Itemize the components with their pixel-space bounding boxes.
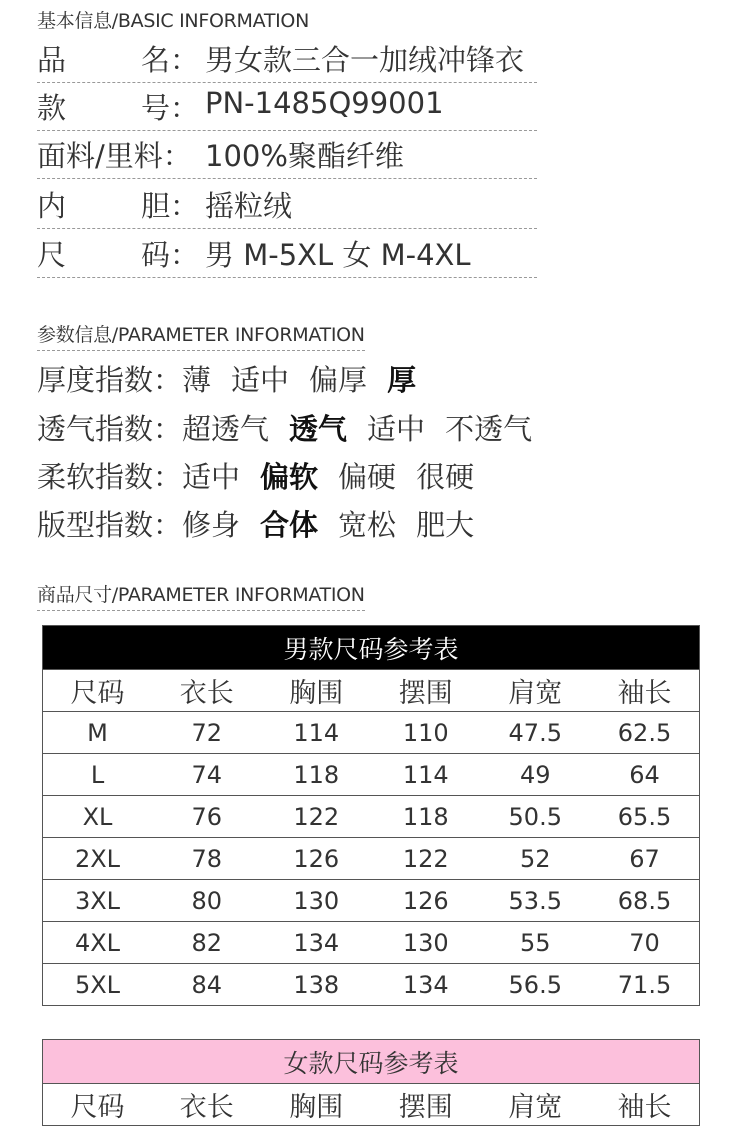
param-option: 薄 [182,363,212,397]
table-cell: 76 [152,796,262,838]
table-cell: M [43,712,153,754]
info-label: 面料/里料： [37,139,192,173]
table-cell: 134 [262,922,372,964]
women-table-caption: 女款尺码参考表 [43,1040,700,1084]
table-cell: XL [43,796,153,838]
param-label: 透气指数： [37,412,183,446]
table-row [43,796,700,838]
info-value: 100%聚酯纤维 [205,139,404,173]
info-label: 款 [37,91,67,125]
info-label: 内 [37,189,67,223]
param-option: 修身 [182,508,241,542]
table-cell: 53.5 [481,880,591,922]
info-value: 男女款三合一加绒冲锋衣 [205,43,525,77]
table-cell: 122 [262,796,372,838]
table-cell: 49 [481,754,591,796]
table-cell: L [43,754,153,796]
table-cell: 114 [262,712,372,754]
women-size-table [42,1039,700,1126]
table-row [43,838,700,880]
param-option: 不透气 [445,412,533,446]
info-row-product-name [37,34,537,83]
info-row-style-number [37,82,537,131]
table-cell: 64 [590,754,700,796]
param-option-selected: 合体 [260,508,319,542]
info-row-size-range [37,229,537,278]
info-label-suffix: 号： [141,91,200,125]
column-header: 肩宽 [481,670,591,712]
table-cell: 126 [262,838,372,880]
param-row-breathability [37,407,552,448]
column-header: 肩宽 [481,1084,591,1126]
column-header: 胸围 [262,1084,372,1126]
info-row-liner [37,180,537,229]
table-cell: 52 [481,838,591,880]
column-header: 衣长 [152,670,262,712]
table-row [43,712,700,754]
info-label: 尺 [37,238,67,272]
param-info-title: 参数信息/PARAMETER INFORMATION [37,320,365,351]
param-option: 适中 [182,460,241,494]
table-cell: 55 [481,922,591,964]
param-label: 柔软指数： [37,460,183,494]
table-header-row [43,1084,700,1126]
column-header: 尺码 [43,1084,153,1126]
param-option: 偏硬 [338,460,397,494]
table-row [43,880,700,922]
info-value: PN-1485Q99001 [205,86,444,120]
table-cell: 72 [152,712,262,754]
info-label-suffix: 名： [141,43,200,77]
param-option-selected: 透气 [289,412,348,446]
param-row-fit [37,503,494,544]
basic-info-title: 基本信息/BASIC INFORMATION [37,10,309,32]
param-row-thickness [37,358,436,399]
table-cell: 65.5 [590,796,700,838]
info-row-fabric [37,130,537,179]
info-label-suffix: 码： [141,238,200,272]
param-label: 厚度指数： [37,363,183,397]
table-cell: 50.5 [481,796,591,838]
param-option: 肥大 [416,508,475,542]
table-cell: 118 [371,796,481,838]
info-value: 摇粒绒 [205,189,293,223]
table-row [43,922,700,964]
table-row [43,754,700,796]
table-cell: 71.5 [590,964,700,1006]
table-cell: 118 [262,754,372,796]
table-cell: 5XL [43,964,153,1006]
table-cell: 138 [262,964,372,1006]
param-row-softness [37,455,494,496]
table-row [43,964,700,1006]
column-header: 袖长 [590,670,700,712]
table-cell: 78 [152,838,262,880]
column-header: 衣长 [152,1084,262,1126]
param-option: 很硬 [416,460,475,494]
table-cell: 130 [262,880,372,922]
param-option: 超透气 [182,412,270,446]
table-header-row [43,670,700,712]
info-label-suffix: 胆： [141,189,200,223]
column-header: 尺码 [43,670,153,712]
param-option: 偏厚 [309,363,368,397]
table-cell: 110 [371,712,481,754]
table-cell: 3XL [43,880,153,922]
table-cell: 67 [590,838,700,880]
table-cell: 2XL [43,838,153,880]
table-cell: 82 [152,922,262,964]
info-value: 男 M-5XL 女 M-4XL [205,238,471,272]
info-label: 品 [37,43,67,77]
table-cell: 74 [152,754,262,796]
men-size-table [42,625,700,1006]
column-header: 袖长 [590,1084,700,1126]
men-table-caption: 男款尺码参考表 [43,626,700,670]
table-cell: 56.5 [481,964,591,1006]
table-cell: 47.5 [481,712,591,754]
table-cell: 68.5 [590,880,700,922]
param-option: 宽松 [338,508,397,542]
param-option: 适中 [367,412,426,446]
table-cell: 130 [371,922,481,964]
table-cell: 122 [371,838,481,880]
size-info-title: 商品尺寸/PARAMETER INFORMATION [37,580,365,611]
table-cell: 62.5 [590,712,700,754]
param-option-selected: 厚 [387,363,417,397]
table-cell: 84 [152,964,262,1006]
column-header: 摆围 [371,670,481,712]
table-cell: 114 [371,754,481,796]
param-option-selected: 偏软 [260,460,319,494]
column-header: 胸围 [262,670,372,712]
param-label: 版型指数： [37,508,183,542]
table-cell: 126 [371,880,481,922]
table-cell: 4XL [43,922,153,964]
table-cell: 70 [590,922,700,964]
table-cell: 134 [371,964,481,1006]
table-cell: 80 [152,880,262,922]
param-option: 适中 [231,363,290,397]
column-header: 摆围 [371,1084,481,1126]
